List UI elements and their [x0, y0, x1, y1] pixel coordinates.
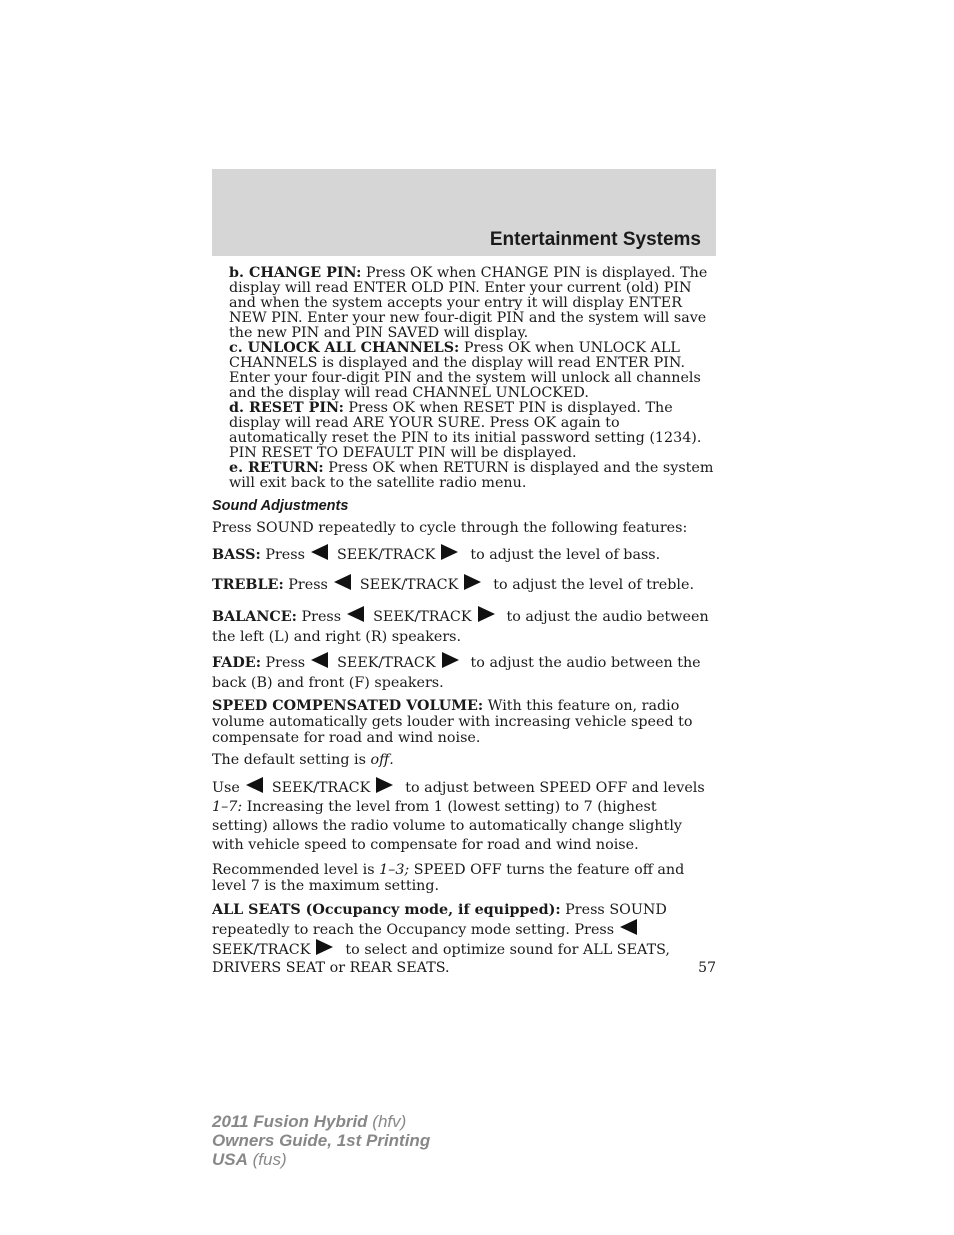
- right-arrow-icon: [464, 574, 481, 590]
- option-return: e. RETURN: Press OK when RETURN is displayed and the system will exit back to the satellite radio menu.: [229, 460, 714, 491]
- left-arrow-icon: [347, 606, 364, 622]
- left-arrow-icon: [311, 652, 328, 668]
- sound-intro: Press SOUND repeatedly to cycle through the following features:: [212, 520, 688, 536]
- left-arrow-icon: [334, 574, 351, 590]
- all-seats-item: ALL SEATS (Occupancy mode, if equipped): Press SOUND repeatedly to reach the Occupancy mode setting. Press SEEK/TRACK to select and optimize sound for ALL SEATS, DRIVERS SEAT or REAR SEATS.: [212, 902, 670, 976]
- levels-item: Use SEEK/TRACK to adjust between SPEED OFF and levels 1–7: Increasing the level from 1 (lowest setting) to 7 (highest setting) allows the radio volume to automatically change slightly with vehicle speed to compensate for road and wind noise.: [212, 777, 716, 855]
- section-header-band: [212, 169, 716, 256]
- treble-item: TREBLE: Press SEEK/TRACK to adjust the level of treble.: [212, 574, 716, 593]
- fade-item: FADE: Press SEEK/TRACK to adjust the audio between the back (B) and front (F) speakers.: [212, 652, 716, 693]
- option-change-pin: b. CHANGE PIN: Press OK when CHANGE PIN is displayed. The display will read ENTER OLD PIN. Enter your current (old) PIN and when the system accepts your entry it will display ENTER NEW PIN. Enter your new four-digit PIN and the system will save the new PIN and PIN SAVED will display.: [229, 265, 708, 341]
- option-reset-pin: d. RESET PIN: Press OK when RESET PIN is displayed. The display will read ARE YOUR SURE. Press OK again to automatically reset the PIN to its initial password setting (1234). PIN RESET TO DEFAULT PIN will be displayed.: [229, 400, 702, 461]
- pin-options: [212, 266, 716, 491]
- footer: [212, 1112, 430, 1169]
- footer-region: USA (fus): [212, 1150, 287, 1169]
- right-arrow-icon: [316, 939, 333, 955]
- right-arrow-icon: [478, 606, 495, 622]
- page-number: 57: [698, 960, 716, 976]
- balance-item: BALANCE: Press SEEK/TRACK to adjust the audio between the left (L) and right (R) speakers.: [212, 606, 716, 647]
- sound-adjustments-heading: Sound Adjustments: [212, 498, 349, 514]
- left-arrow-icon: [311, 544, 328, 560]
- right-arrow-icon: [442, 652, 459, 668]
- section-title: Entertainment Systems: [489, 229, 701, 250]
- speed-compensated-volume: SPEED COMPENSATED VOLUME: With this feature on, radio volume automatically gets louder with increasing vehicle speed to compensate for road and wind noise.: [212, 698, 693, 746]
- footer-guide: Owners Guide, 1st Printing: [212, 1131, 431, 1150]
- left-arrow-icon: [246, 777, 263, 793]
- bass-item: BASS: Press SEEK/TRACK to adjust the level of bass.: [212, 544, 716, 563]
- left-arrow-icon: [620, 919, 637, 935]
- right-arrow-icon: [441, 544, 458, 560]
- right-arrow-icon: [376, 777, 393, 793]
- page-content: [212, 266, 716, 977]
- footer-model: 2011 Fusion Hybrid (hfv): [212, 1112, 407, 1131]
- recommended-level: Recommended level is 1–3; SPEED OFF turns the feature off and level 7 is the maximum setting.: [212, 862, 685, 894]
- default-setting: The default setting is off.: [212, 752, 394, 768]
- option-unlock-all-channels: c. UNLOCK ALL CHANNELS: Press OK when UNLOCK ALL CHANNELS is displayed and the display will read ENTER PIN. Enter your four-digit PIN and the system will unlock all channels and the display will read CHANNEL UNLOCKED.: [229, 340, 701, 401]
